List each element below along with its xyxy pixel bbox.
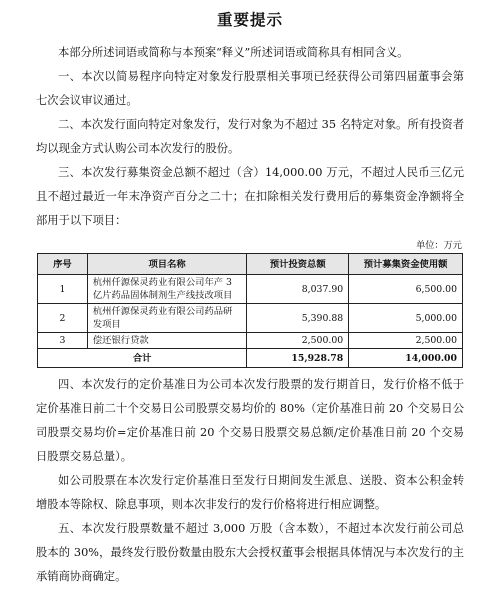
col-header-funds-used: 预计募集资金使用额: [349, 254, 463, 275]
table-row: [38, 333, 463, 349]
cell-project: 杭州仟源保灵药业有限公司药品研发项目: [87, 304, 246, 333]
doc-title: 重要提示: [216, 10, 283, 29]
table-total-row: [38, 349, 463, 368]
price-adjustment-paragraph: 如公司股票在本次发行定价基准日至发行日期间发生派息、送股、资本公积金转增股本等除权、除息事项，则本次非发行的发行价格将进行相应调整。: [36, 474, 464, 511]
col-header-project: 项目名称: [87, 254, 246, 275]
table-row: [38, 275, 463, 304]
item-3-paragraph: 三、本次发行募集资金总额不超过（含）14,000.00 万元，不超过人民币三亿元且不超过最近一年末净资产百分之二十；在扣除相关发行费用后的募集资金净额将全部用于以下项目：: [36, 166, 464, 227]
cell-total-investment: 5,390.88: [247, 304, 349, 333]
intro-paragraph: 本部分所述词语或简称与本预案“释义”所述词语或简称具有相同含义。: [58, 46, 409, 59]
cell-total-investment: 8,037.90: [247, 275, 349, 304]
cell-total-label: 合计: [38, 349, 247, 368]
cell-funds-used: 6,500.00: [349, 275, 463, 304]
item-2-paragraph: 二、本次发行面向特定对象发行，发行对象为不超过 35 名特定对象。所有投资者均以现金方式认购公司本次发行的股份。: [36, 118, 464, 155]
cell-funds-used: 2,500.00: [349, 333, 463, 349]
cell-index: 3: [38, 333, 88, 349]
item-4-paragraph: 四、本次发行的定价基准日为公司本次发行股票的发行期首日，发行价格不低于定价基准日前二十个交易日公司股票交易均价的 80%（定价基准日前 20 个交易日公司股票交易均价=定价基准日前 20 个交易日股票交易总额/定价基准日前 20 个交易日股票交易总量）。: [36, 378, 464, 463]
item-5-paragraph: 五、本次发行股票数量不超过 3,000 万股（含本数），不超过本次发行前公司总股本的 30%，最终发行股份数量由股东大会授权董事会根据具体情况与本次发行的主承销商协商确定。: [36, 522, 464, 583]
table-row: [38, 304, 463, 333]
cell-funds-used: 5,000.00: [349, 304, 463, 333]
cell-index: 1: [38, 275, 88, 304]
cell-funds-used-sum: 14,000.00: [349, 349, 463, 368]
cell-total-investment: 2,500.00: [247, 333, 349, 349]
table-unit-label: 单位：万元: [416, 240, 462, 251]
col-header-total-investment: 预计投资总额: [247, 254, 349, 275]
cell-project: 杭州仟源保灵药业有限公司年产 3 亿片药品固体制剂生产线技改项目: [87, 275, 246, 304]
cell-project: 偿还银行贷款: [87, 333, 246, 349]
item-1-paragraph: 一、本次以简易程序向特定对象发行股票相关事项已经获得公司第四届董事会第七次会议审议通过。: [36, 70, 464, 107]
col-header-index: 序号: [38, 254, 88, 275]
investment-table: [37, 253, 463, 368]
cell-total-investment-sum: 15,928.78: [247, 349, 349, 368]
table-header-row: [38, 254, 463, 275]
cell-index: 2: [38, 304, 88, 333]
